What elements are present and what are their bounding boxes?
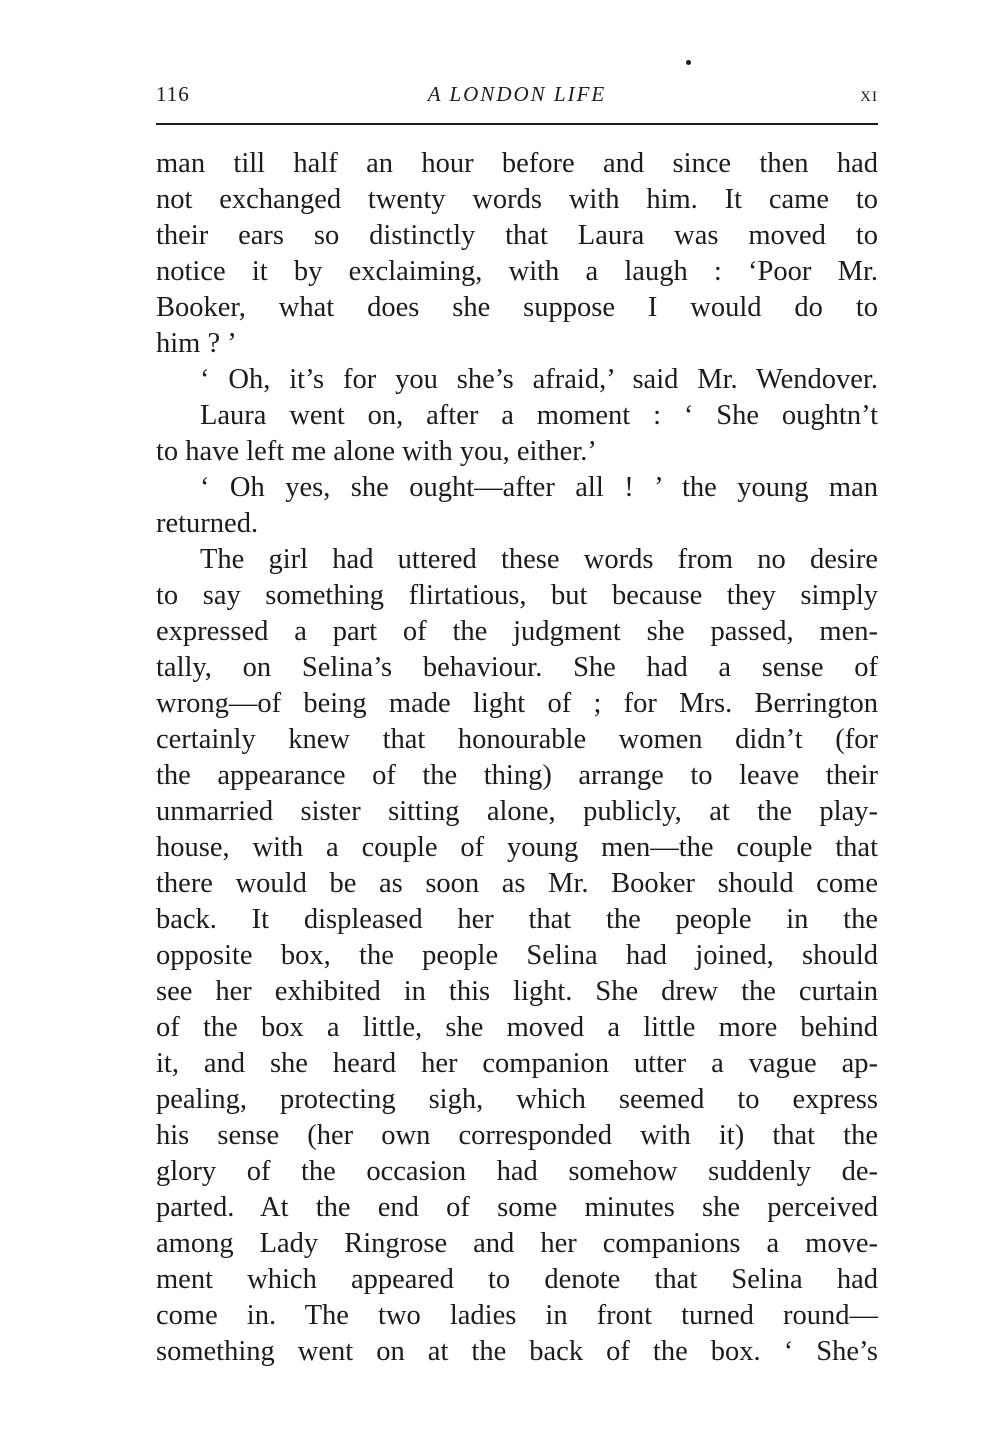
header-rule bbox=[156, 123, 878, 125]
text-line: ‘ Oh yes, she ought—after all ! ’ the young man bbox=[200, 472, 878, 503]
body-text bbox=[156, 146, 878, 1370]
text-line: not exchanged twenty words with him. It came to bbox=[156, 184, 878, 215]
text-line: his sense (her own corresponded with it) that the bbox=[156, 1120, 878, 1151]
text-line: something went on at the back of the box. ‘ She’s bbox=[156, 1336, 878, 1367]
text-line: it, and she heard her companion utter a vague ap- bbox=[156, 1048, 878, 1079]
text-line: Booker, what does she suppose I would do to bbox=[156, 292, 878, 323]
page-number: 116 bbox=[156, 82, 190, 106]
text-line: glory of the occasion had somehow suddenly de- bbox=[156, 1156, 878, 1187]
text-line: man till half an hour before and since then had bbox=[156, 148, 878, 179]
text-line: among Lady Ringrose and her companions a move- bbox=[156, 1228, 878, 1259]
text-line: come in. The two ladies in front turned round— bbox=[156, 1300, 878, 1331]
text-line: tally, on Selina’s behaviour. She had a sense of bbox=[156, 652, 878, 683]
text-line: him ? ’ bbox=[156, 328, 237, 359]
ink-speck bbox=[686, 60, 691, 65]
chapter-number: xi bbox=[860, 82, 878, 106]
text-line: back. It displeased her that the people in the bbox=[156, 904, 878, 935]
text-line: wrong—of being made light of ; for Mrs. Berrington bbox=[156, 688, 878, 719]
text-line: notice it by exclaiming, with a laugh : ‘Poor Mr. bbox=[156, 256, 878, 287]
text-line: Laura went on, after a moment : ‘ She oughtn’t bbox=[200, 400, 878, 431]
text-line: house, with a couple of young men—the couple that bbox=[156, 832, 878, 863]
text-line: certainly knew that honourable women didn’t (for bbox=[156, 724, 878, 755]
text-line: of the box a little, she moved a little more behind bbox=[156, 1012, 878, 1043]
text-line: expressed a part of the judgment she passed, men- bbox=[156, 616, 878, 647]
text-line: to have left me alone with you, either.’ bbox=[156, 436, 597, 467]
text-line: returned. bbox=[156, 508, 259, 539]
text-line: ment which appeared to denote that Selina had bbox=[156, 1264, 878, 1295]
text-line: pealing, protecting sigh, which seemed to express bbox=[156, 1084, 878, 1115]
text-line: their ears so distinctly that Laura was moved to bbox=[156, 220, 878, 251]
text-line: parted. At the end of some minutes she perceived bbox=[156, 1192, 878, 1223]
text-line: unmarried sister sitting alone, publicly, at the play- bbox=[156, 796, 878, 827]
running-title: A LONDON LIFE bbox=[427, 82, 607, 106]
text-line: ‘ Oh, it’s for you she’s afraid,’ said Mr. Wendover. bbox=[200, 364, 878, 395]
text-line: to say something flirtatious, but because they simply bbox=[156, 580, 878, 611]
text-line: The girl had uttered these words from no desire bbox=[200, 544, 878, 575]
running-header bbox=[156, 78, 878, 112]
text-line: see her exhibited in this light. She drew the curtain bbox=[156, 976, 878, 1007]
text-line: the appearance of the thing) arrange to leave their bbox=[156, 760, 878, 791]
text-line: there would be as soon as Mr. Booker should come bbox=[156, 868, 878, 899]
text-line: opposite box, the people Selina had joined, should bbox=[156, 940, 878, 971]
